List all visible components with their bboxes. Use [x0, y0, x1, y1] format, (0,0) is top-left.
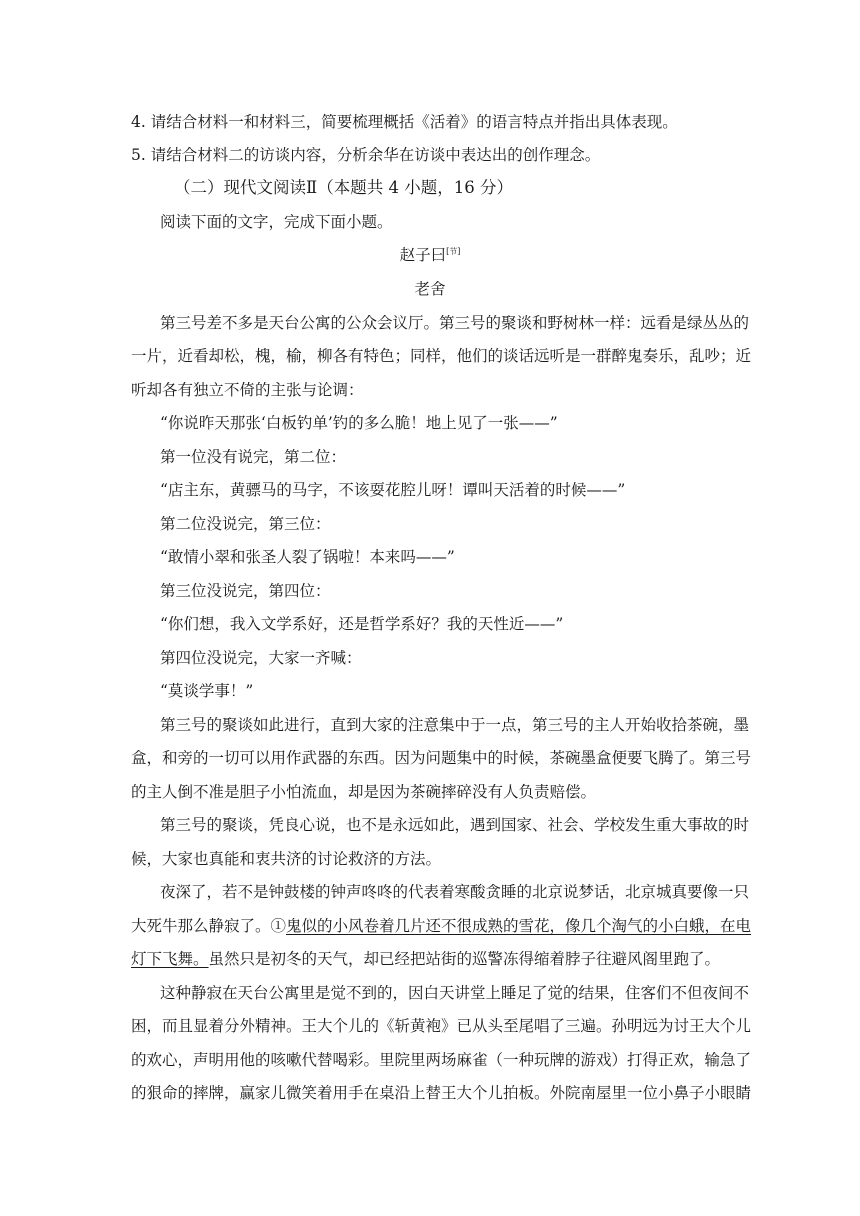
article-author: 老舍	[414, 280, 446, 298]
dialogue-line: “你们想，我入文学系好，还是哲学系好？我的天性近——”	[160, 615, 564, 633]
narration-line: 第三位没说完，第四位：	[160, 582, 331, 600]
paragraph-line: 困，而且显着分外精神。王大个儿的《斩黄袍》已从头至尾唱了三遍。孙明远为讨王大个儿	[131, 1017, 752, 1035]
paragraph-line: 第三号的聚谈，凭良心说，也不是永远如此，遇到国家、社会、学校发生重大事故的时	[160, 816, 750, 834]
paragraph-line: 盒，和旁的一切可以用作武器的东西。因为问题集中的时候，茶碗墨盒便要飞腾了。第三号	[131, 749, 752, 767]
section-heading: （二）现代文阅读Ⅱ（本题共 4 小题，16 分）	[174, 178, 513, 197]
paragraph-line: 的欢心，声明用他的咳嗽代替喝彩。里院里两场麻雀（一种玩牌的游戏）打得正欢，输急了	[131, 1051, 752, 1069]
paragraph-line: 第三号差不多是天台公寓的公众会议厅。第三号的聚谈和野树林一样：远看是绿丛丛的	[160, 314, 750, 332]
question-5: 5. 请结合材料二的访谈内容，分析余华在访谈中表达出的创作理念。	[131, 146, 601, 164]
question-4: 4. 请结合材料一和材料三，简要梳理概括《活着》的语言特点并指出具体表现。	[131, 113, 678, 131]
paragraph-line: 听却各有独立不倚的主张与论调：	[131, 381, 364, 399]
paragraph-line	[131, 916, 752, 936]
dialogue-line: “敢情小翠和张圣人裂了锅啦！本来吗——”	[160, 548, 455, 566]
narration-line: 第二位没说完，第三位：	[160, 515, 331, 533]
paragraph-line: 的主人倒不准是胆子小怕流血，却是因为茶碗摔碎没有人负责赔偿。	[131, 783, 597, 801]
article-title-text: 赵子曰	[399, 246, 447, 264]
paragraph-line: 夜深了，若不是钟鼓楼的钟声咚咚的代表着寒酸贪睡的北京说梦话，北京城真要像一只	[160, 883, 750, 901]
underlined-sentence: 灯下飞舞。	[131, 950, 209, 968]
paragraph-line: 的狠命的摔牌，赢家儿微笑着用手在桌沿上替王大个儿拍板。外院南屋里一位小鼻子小眼睛	[131, 1084, 752, 1102]
paragraph-line	[131, 949, 731, 969]
paragraph-line: 一片，近看却松，槐，榆，柳各有特色；同样，他们的谈话远听是一群醉鬼奏乐，乱吵；近	[131, 347, 752, 365]
underlined-sentence: 鬼似的小风卷着几片还不很成熟的雪花，像几个淘气的小白蛾，在电	[286, 917, 752, 935]
title-note: [节]	[446, 247, 461, 256]
narration-line: 第四位没说完，大家一齐喊：	[160, 649, 362, 667]
reading-instruction: 阅读下面的文字，完成下面小题。	[160, 213, 393, 231]
dialogue-line: “你说昨天那张‘白板钓单’钓的多么脆！地上见了一张——”	[160, 414, 558, 432]
paragraph-line: 第三号的聚谈如此进行，直到大家的注意集中于一点，第三号的主人开始收拾茶碗，墨	[160, 716, 750, 734]
dialogue-line: “莫谈学事！”	[160, 682, 254, 700]
paragraph-text: 大死牛那么静寂了。①	[131, 917, 287, 935]
dialogue-line: “店主东，黄骠马的马字，不该耍花腔儿呀！谭叫天活着的时候——”	[160, 481, 626, 499]
article-title	[0, 245, 860, 265]
paragraph-line: 这种静寂在天台公寓里是觉不到的，因白天讲堂上睡足了觉的结果，住客们不但夜间不	[160, 984, 750, 1002]
paragraph-text: 虽然只是初冬的天气，却已经把站街的巡警冻得缩着脖子往避风阁里跑了。	[208, 950, 721, 968]
paragraph-line: 候，大家也真能和衷共济的讨论救济的方法。	[131, 850, 442, 868]
narration-line: 第一位没有说完，第二位：	[160, 448, 347, 466]
